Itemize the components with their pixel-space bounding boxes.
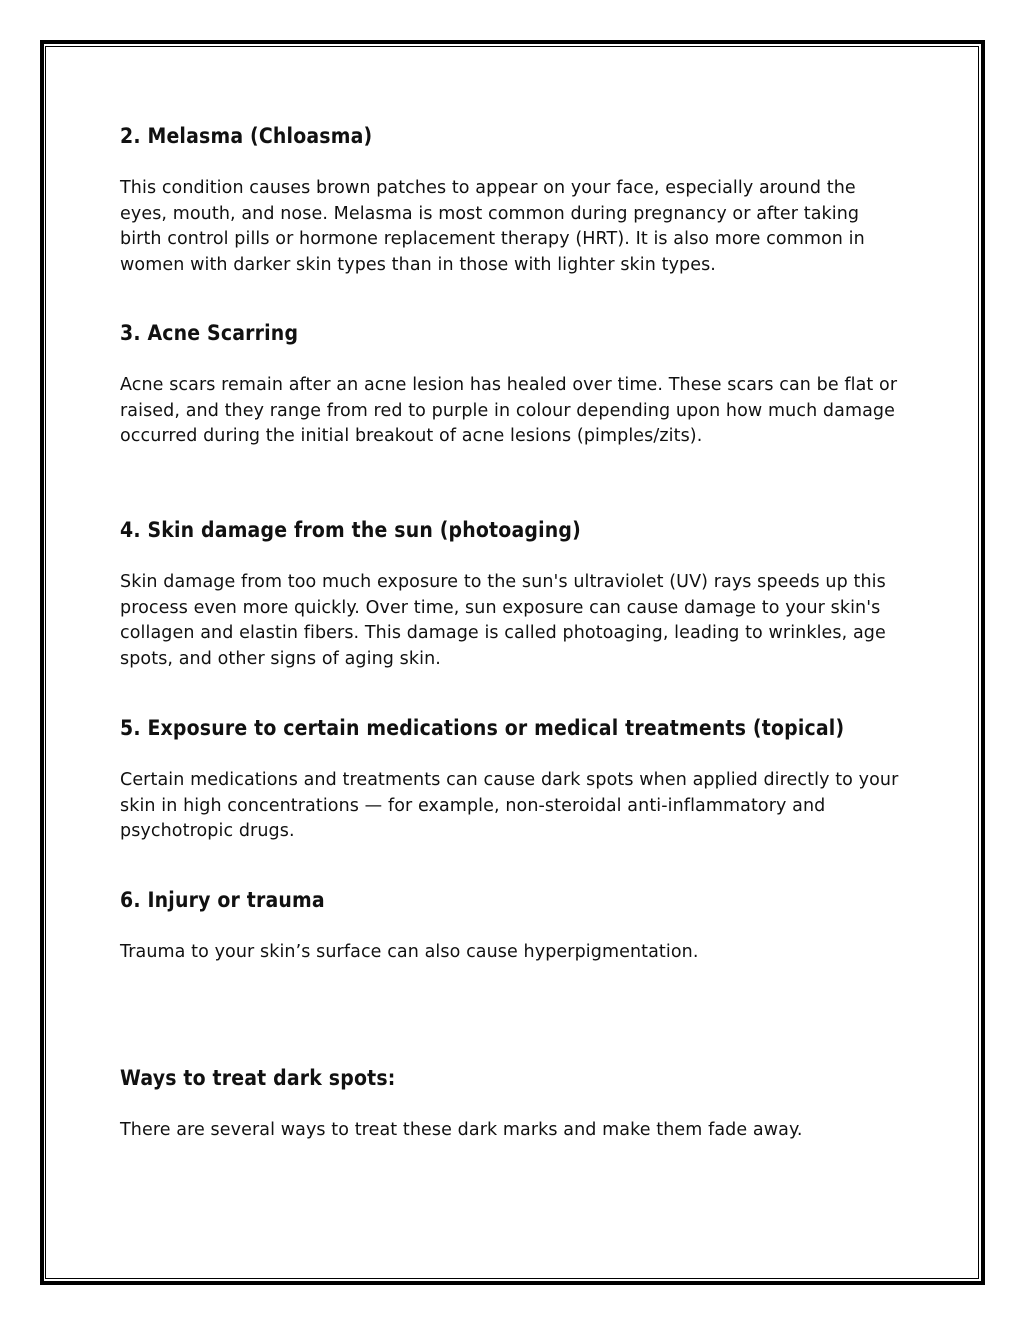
section-heading: 2. Melasma (Chloasma) <box>120 124 373 148</box>
section-body: Skin damage from too much exposure to the sun's ultraviolet (UV) rays speeds up this process even more quickly. Over time, sun exposure can cause damage to your skin's collagen and elastin fibers. This damage is called photoaging, leading to wrinkles, age spots, and other signs of aging skin. <box>120 572 886 669</box>
section-treat-dark-spots <box>120 1060 905 1144</box>
section-heading: 5. Exposure to certain medications or medical treatments (topical) <box>120 716 845 740</box>
section-body: Acne scars remain after an acne lesion has healed over time. These scars can be flat or raised, and they range from red to purple in colour depending upon how much damage occurred during the initial breakout of acne lesions (pimples/zits). <box>120 375 898 446</box>
section-injury <box>120 882 905 966</box>
section-heading: 3. Acne Scarring <box>120 321 299 345</box>
section-medications <box>120 710 905 845</box>
section-body: There are several ways to treat these dark marks and make them fade away. <box>120 1120 803 1140</box>
section-melasma <box>120 118 905 278</box>
section-heading: Ways to treat dark spots: <box>120 1066 396 1090</box>
section-body: Trauma to your skin’s surface can also cause hyperpigmentation. <box>120 942 699 962</box>
section-sun-damage <box>120 512 905 672</box>
section-body: Certain medications and treatments can cause dark spots when applied directly to your skin in high concentrations — for example, non-steroidal anti-inflammatory and psychotropic drugs. <box>120 770 899 841</box>
section-heading: 6. Injury or trauma <box>120 888 325 912</box>
section-body: This condition causes brown patches to appear on your face, especially around the eyes, mouth, and nose. Melasma is most common during pregnancy or after taking birth control pills or hormone replacement therapy (HRT). It is also more common in women with darker skin types than in those with lighter skin types. <box>120 178 865 275</box>
section-heading: 4. Skin damage from the sun (photoaging) <box>120 518 581 542</box>
section-acne-scarring <box>120 315 905 450</box>
